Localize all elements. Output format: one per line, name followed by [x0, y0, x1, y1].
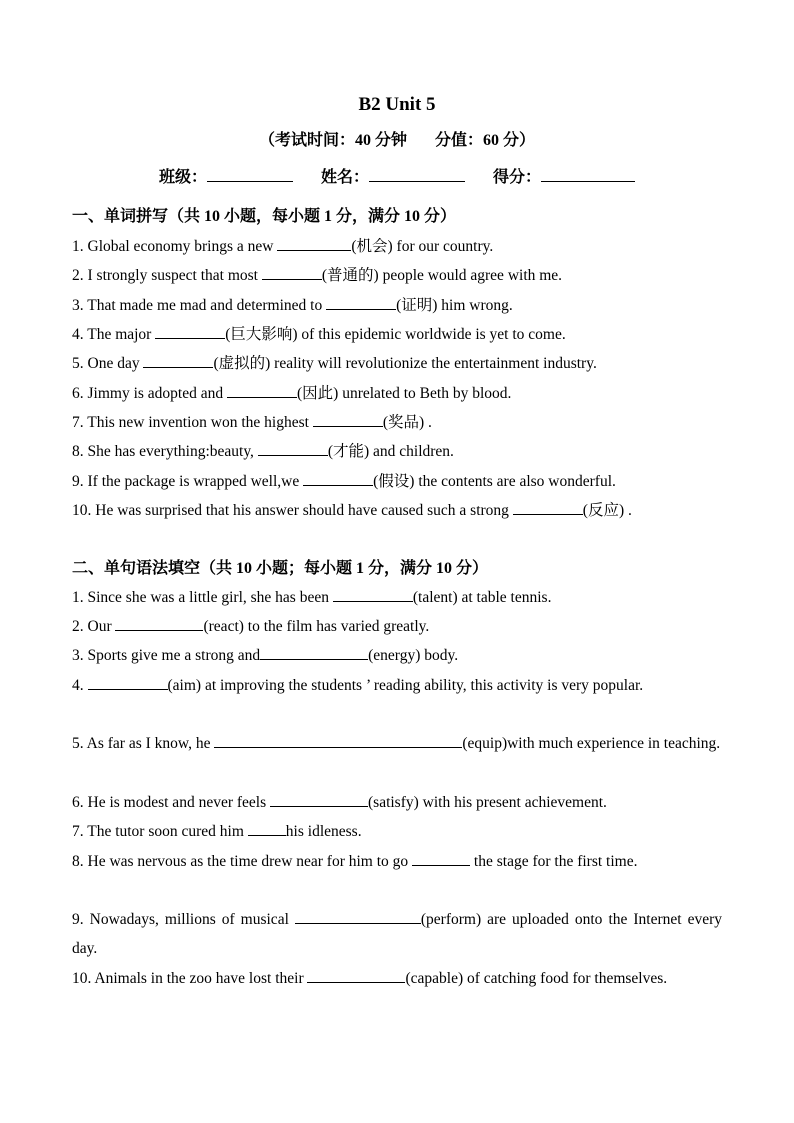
s1-question-1: 1. Global economy brings a new (机会) for our country.: [72, 238, 494, 255]
s1-question-2: 2. I strongly suspect that most (普通的) people would agree with me.: [72, 267, 563, 284]
score-blank[interactable]: [541, 166, 635, 182]
answer-blank[interactable]: [258, 441, 328, 456]
s2-question-4: 4. (aim) at improving the students ’ reading ability, this activity is very popular.: [72, 677, 644, 694]
s1-question-7: 7. This new invention won the highest (奖品) .: [72, 414, 432, 431]
s1-question-4: 4. The major (巨大影响) of this epidemic worldwide is yet to come.: [72, 326, 566, 343]
s2-question-3: 3. Sports give me a strong and (energy) body.: [72, 647, 459, 664]
exam-score-value: 分值：60 分）: [435, 132, 536, 149]
score-label: 得分：: [493, 169, 542, 186]
page-title: B2 Unit 5: [358, 94, 436, 115]
answer-blank[interactable]: [248, 821, 286, 836]
answer-blank[interactable]: [88, 675, 168, 690]
s1-question-8: 8. She has everything:beauty, (才能) and children.: [72, 443, 454, 460]
answer-blank[interactable]: [214, 733, 462, 748]
section-2-heading: 二、单句语法填空（共 10 小题；每小题 1 分，满分 10 分）: [72, 560, 489, 577]
s2-question-5: 5. As far as I know, he (equip)with much experience in teaching.: [72, 735, 721, 752]
answer-blank[interactable]: [277, 236, 351, 251]
answer-blank[interactable]: [115, 616, 203, 631]
s2-question-10: 10. Animals in the zoo have lost their (capable) of catching food for themselves.: [72, 970, 668, 987]
score-field: [493, 166, 635, 189]
answer-blank[interactable]: [412, 851, 470, 866]
name-field: [321, 166, 465, 189]
answer-blank[interactable]: [155, 324, 225, 339]
student-info-row: [72, 166, 722, 189]
s2-question-1: 1. Since she was a little girl, she has been (talent) at table tennis.: [72, 589, 552, 606]
class-label: 班级：: [158, 169, 207, 186]
name-blank[interactable]: [369, 166, 465, 182]
answer-blank[interactable]: [227, 383, 297, 398]
answer-blank[interactable]: [270, 792, 368, 807]
answer-blank[interactable]: [262, 265, 322, 280]
answer-blank[interactable]: [333, 587, 413, 602]
answer-blank[interactable]: [313, 412, 383, 427]
exam-time: （考试时间：40 分钟: [258, 132, 407, 149]
s1-question-6: 6. Jimmy is adopted and (因此) unrelated to Beth by blood.: [72, 385, 512, 402]
answer-blank[interactable]: [513, 500, 583, 515]
answer-blank[interactable]: [307, 968, 405, 983]
answer-blank[interactable]: [260, 645, 368, 660]
class-blank[interactable]: [207, 166, 293, 182]
s2-question-9: 9. Nowadays, millions of musical (perform) are uploaded onto the Internet every day.: [72, 911, 722, 958]
exam-subtitle: [72, 130, 722, 152]
s1-question-9: 9. If the package is wrapped well,we (假设) the contents are also wonderful.: [72, 473, 616, 490]
answer-blank[interactable]: [326, 295, 396, 310]
s1-question-5: 5. One day (虚拟的) reality will revolutionize the entertainment industry.: [72, 355, 597, 372]
s1-question-3: 3. That made me mad and determined to (证明) him wrong.: [72, 297, 513, 314]
s2-question-8: 8. He was nervous as the time drew near for him to go the stage for the first time.: [72, 853, 638, 870]
answer-blank[interactable]: [143, 353, 213, 368]
s1-question-10: 10. He was surprised that his answer should have caused such a strong (反应) .: [72, 502, 632, 519]
s2-question-6: 6. He is modest and never feels (satisfy) with his present achievement.: [72, 794, 607, 811]
name-label: 姓名：: [320, 169, 369, 186]
answer-blank[interactable]: [295, 909, 421, 924]
s2-question-2: 2. Our (react) to the film has varied greatly.: [72, 618, 430, 635]
answer-blank[interactable]: [303, 471, 373, 486]
section-1-heading: 一、单词拼写（共 10 小题，每小题 1 分，满分 10 分）: [72, 208, 457, 225]
class-field: [159, 166, 293, 189]
s2-question-7: 7. The tutor soon cured him his idleness.: [72, 823, 362, 840]
